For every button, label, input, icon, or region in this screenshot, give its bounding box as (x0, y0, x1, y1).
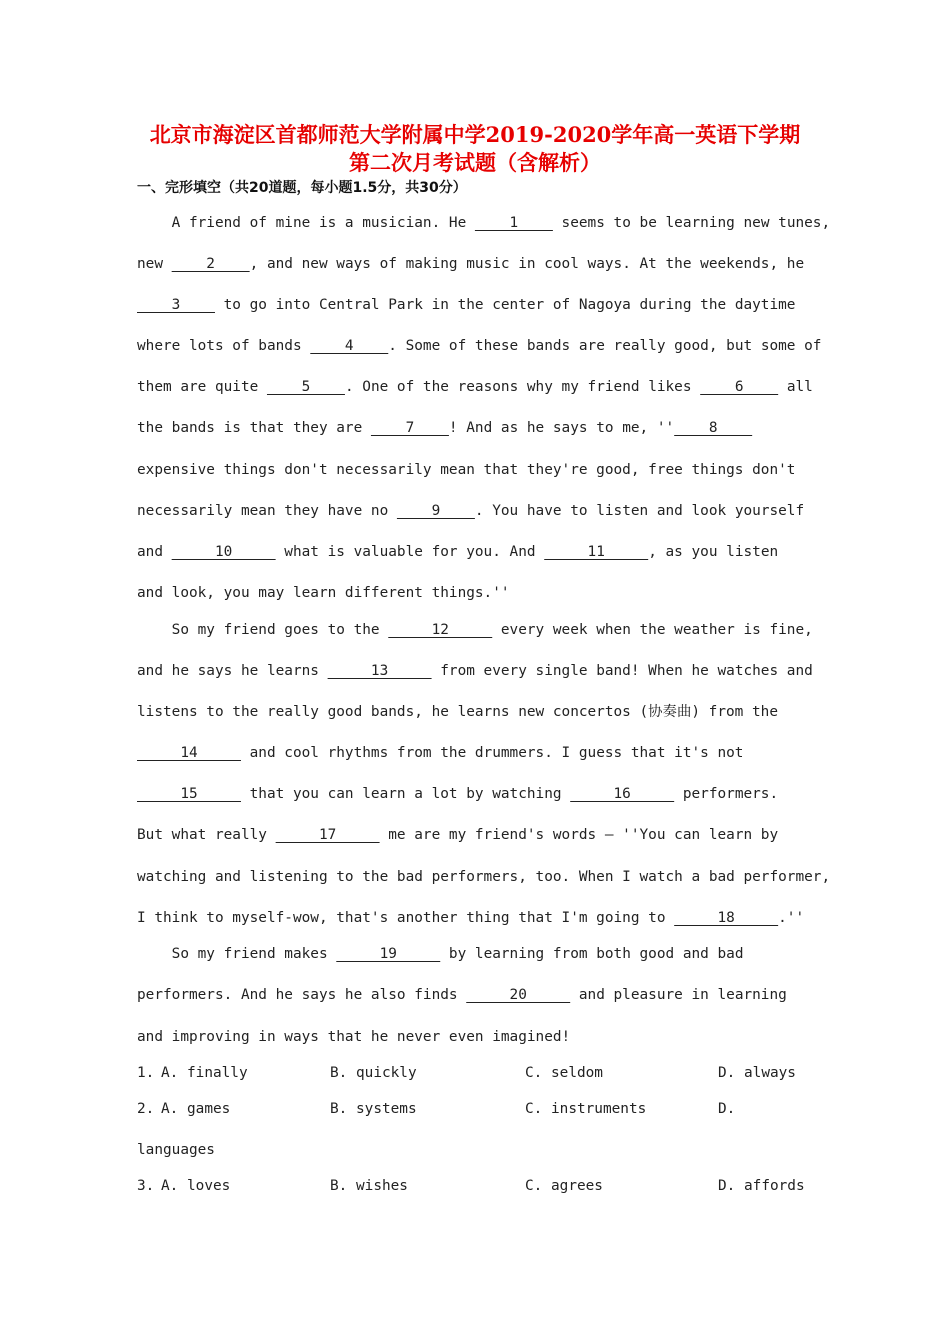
passage-text: all (778, 379, 813, 395)
passage-text: A friend of mine is a musician. He (137, 215, 475, 231)
passage-text: them are quite (137, 379, 267, 395)
question-number: 3. (137, 1178, 155, 1194)
answer-blank: 19 (336, 946, 441, 962)
passage-line (137, 501, 817, 521)
passage-line (137, 702, 817, 722)
question-number: 1. (137, 1065, 155, 1081)
passage-text: . One of the reasons why my friend likes (344, 379, 701, 395)
answer-blank: 20 (466, 987, 571, 1003)
option-d-wrapped: languages (137, 1142, 215, 1158)
passage-text: But what really (137, 827, 276, 843)
passage-text: listens to the really good bands, he learns new concertos (协奏曲) from the (137, 704, 778, 720)
passage-text: performers. (674, 786, 779, 802)
option-c: C. instruments (525, 1101, 647, 1117)
passage-text: watching and listening to the bad performers, too. When I watch a bad performer, (137, 869, 831, 885)
answer-blank: 3 (137, 297, 215, 313)
passage-text: , and new ways of making music in cool ways. At the weekends, he (249, 256, 805, 272)
passage-text: that you can learn a lot by watching (240, 786, 571, 802)
option-b: B. systems (330, 1101, 417, 1117)
answer-blank: 15 (137, 786, 241, 802)
answer-blank: 11 (544, 544, 649, 560)
option-b: B. wishes (330, 1178, 408, 1194)
option-a: A. games (161, 1101, 231, 1117)
answer-blank: 14 (137, 745, 241, 761)
passage-text: and look, you may learn different things.'' (137, 585, 510, 601)
option-b: B. quickly (330, 1065, 417, 1081)
answer-blank: 5 (266, 379, 345, 395)
answer-blank: 8 (674, 420, 753, 436)
passage-text: by learning from both good and bad (440, 946, 744, 962)
document-title-line-1: 北京市海淀区首都师范大学附属中学2019-2020学年高一英语下学期 (149, 122, 801, 147)
answer-blank: 9 (396, 503, 475, 519)
answer-blank: 12 (388, 622, 493, 638)
answer-blank: 6 (700, 379, 779, 395)
passage-line (137, 336, 822, 356)
passage-text: from every single band! When he watches and (431, 663, 813, 679)
passage-text: what is valuable for you. And (275, 544, 545, 560)
option-a: A. finally (161, 1065, 248, 1081)
passage-text: ! And as he says to me, '' (448, 420, 675, 436)
answer-blank: 18 (674, 910, 779, 926)
passage-text: performers. And he says he also finds (137, 987, 467, 1003)
section-heading: 一、完形填空（共20道题，每小题1.5分，共30分） (137, 180, 467, 196)
option-d: D. always (718, 1065, 796, 1081)
passage-line (137, 542, 817, 562)
answer-blank: 17 (275, 827, 380, 843)
passage-text: new (137, 256, 172, 272)
passage-line (137, 985, 817, 1005)
passage-text: .'' (778, 910, 805, 926)
answer-blank: 4 (310, 338, 389, 354)
passage-line (137, 867, 831, 887)
passage-line (137, 460, 817, 480)
passage-text: . You have to listen and look yourself (474, 503, 805, 519)
passage-line (137, 825, 817, 845)
passage-text: I think to myself-wow, that's another thing that I'm going to (137, 910, 675, 926)
passage-line (137, 213, 831, 233)
passage-line (137, 377, 817, 397)
passage-text: So my friend goes to the (137, 622, 389, 638)
passage-line (137, 295, 817, 315)
answer-blank: 2 (171, 256, 250, 272)
option-c: C. seldom (525, 1065, 603, 1081)
passage-text: So my friend makes (137, 946, 337, 962)
passage-text: , as you listen (648, 544, 779, 560)
option-d: D. affords (718, 1178, 805, 1194)
passage-text: and pleasure in learning (570, 987, 787, 1003)
passage-text: and (137, 544, 172, 560)
passage-text: expensive things don't necessarily mean that they're good, free things don't (137, 462, 796, 478)
passage-text: and he says he learns (137, 663, 328, 679)
passage-line (137, 620, 817, 640)
passage-text: me are my friend's words — ''You can learn by (379, 827, 779, 843)
passage-line (137, 583, 817, 603)
passage-text: . Some of these bands are really good, but some of (388, 338, 822, 354)
passage-text: necessarily mean they have no (137, 503, 397, 519)
passage-line (137, 743, 817, 763)
question-number: 2. (137, 1101, 155, 1117)
passage-text: every week when the weather is fine, (492, 622, 813, 638)
passage-line (137, 254, 817, 274)
passage-text: where lots of bands (137, 338, 311, 354)
option-a: A. loves (161, 1178, 231, 1194)
passage-text: and cool rhythms from the drummers. I guess that it's not (240, 745, 744, 761)
document-title-line-2: 第二次月考试题（含解析） (349, 150, 601, 175)
option-d: D. (718, 1101, 736, 1117)
passage-text: to go into Central Park in the center of Nagoya during the daytime (214, 297, 796, 313)
answer-blank: 16 (570, 786, 675, 802)
answer-blank: 7 (370, 420, 449, 436)
answer-blank: 1 (474, 215, 553, 231)
passage-line (137, 784, 817, 804)
passage-line (137, 908, 817, 928)
passage-text: the bands is that they are (137, 420, 371, 436)
answer-blank: 10 (171, 544, 276, 560)
passage-line (137, 661, 817, 681)
option-c: C. agrees (525, 1178, 603, 1194)
passage-text: seems to be learning new tunes, (552, 215, 831, 231)
answer-blank: 13 (327, 663, 432, 679)
passage-line (137, 944, 817, 964)
passage-line (137, 418, 817, 438)
passage-text: and improving in ways that he never even imagined! (137, 1029, 571, 1045)
passage-line (137, 1027, 817, 1047)
